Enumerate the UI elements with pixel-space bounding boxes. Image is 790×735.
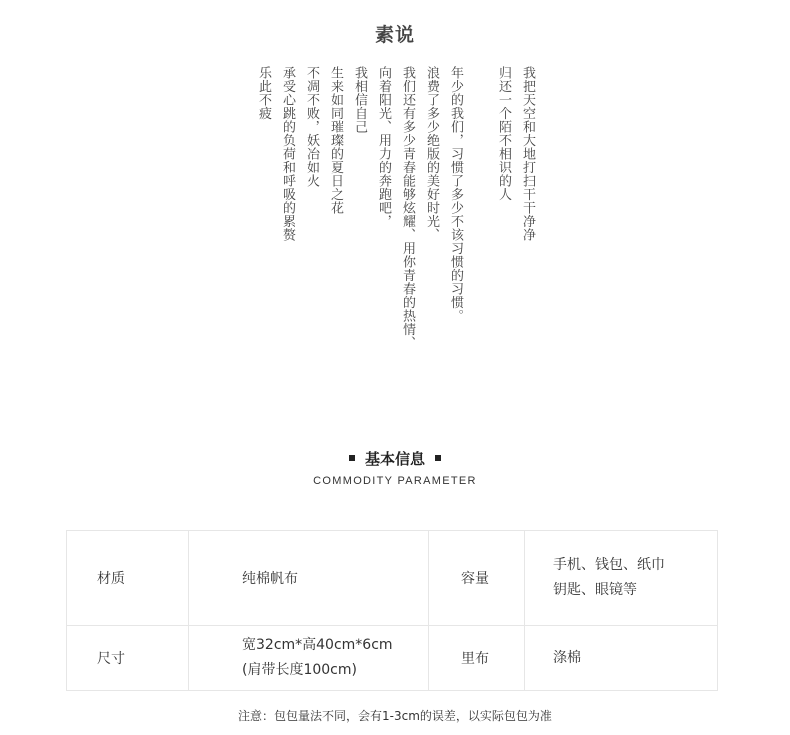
poem-line: 我把天空和大地打扫干干净净: [520, 66, 535, 242]
capacity-value: [525, 531, 718, 626]
poem-line: 我们还有多少青春能够炫耀、用你青春的热情、: [400, 66, 415, 350]
size-label: 尺寸: [67, 626, 189, 691]
size-line: (肩带长度100cm): [242, 662, 357, 678]
capacity-line: 钥匙、眼镜等: [553, 582, 637, 598]
vertical-poem: [250, 66, 540, 366]
size-value: [189, 626, 429, 691]
poem-line: 生来如同璀璨的夏日之花: [328, 66, 343, 215]
poem-line: 归还一个陌不相识的人: [496, 66, 511, 201]
poem-line: 浪费了多少绝版的美好时光、: [424, 66, 439, 242]
capacity-line: 手机、钱包、纸巾: [553, 557, 665, 573]
section-subtitle: COMMODITY PARAMETER: [313, 474, 477, 487]
poem-line: 乐此不疲: [256, 66, 271, 120]
square-bullet-icon: [435, 455, 441, 461]
section-header: [0, 446, 790, 487]
table-row: [67, 626, 718, 691]
poem-line: 我相信自己: [352, 66, 367, 134]
material-value: 纯棉帆布: [189, 531, 429, 626]
parameter-table: [66, 530, 718, 691]
poem-line: 年少的我们，习惯了多少不该习惯的习惯。: [448, 66, 463, 323]
poem-line: 承受心跳的负荷和呼吸的累赘: [280, 66, 295, 242]
lining-value: 涤棉: [525, 626, 718, 691]
lining-label: 里布: [429, 626, 525, 691]
section-title: 基本信息: [364, 449, 425, 468]
poem-title: 素说: [374, 24, 415, 46]
poem-line: 向着阳光、用力的奔跑吧，: [376, 66, 391, 228]
measurement-note: 注意：包包量法不同，会有1-3cm的误差，以实际包包为准: [238, 709, 552, 723]
material-label: 材质: [67, 531, 189, 626]
section-title-row: [349, 448, 441, 469]
poem-line: 不凋不败，妖冶如火: [304, 66, 319, 188]
square-bullet-icon: [349, 455, 355, 461]
table-row: [67, 531, 718, 626]
capacity-label: 容量: [429, 531, 525, 626]
size-line: 宽32cm*高40cm*6cm: [242, 637, 393, 653]
